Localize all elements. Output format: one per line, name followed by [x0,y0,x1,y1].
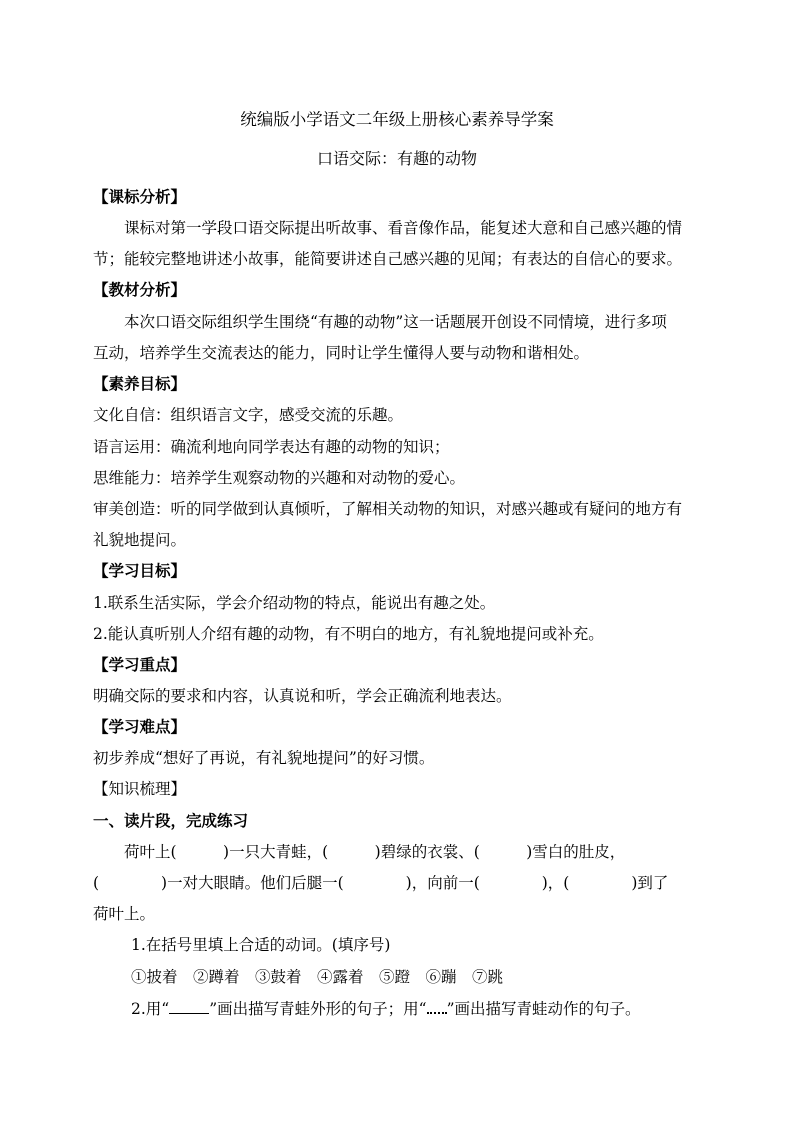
passage-line-1: 荷叶上( )一只大青蛙，( )碧绿的衣裳、( )雪白的肚皮， [124,843,626,861]
mubiao-line-2: 2.能认真听别人介绍有趣的动物，有不明白的地方，有礼貌地提问或补充。 [93,625,604,643]
nandian-line-1: 初步养成“想好了再说，有礼貌地提问”的好习惯。 [93,749,435,767]
question-1: 1.在括号里填上合适的动词。(填序号) [131,936,391,954]
heading-kebiao: 【课标分析】 [93,187,187,206]
jiaocai-line-2: 互动，培养学生交流表达的能力，同时让学生懂得人要与动物和谐相处。 [93,344,590,362]
doc-subtitle: 口语交际：有趣的动物 [316,149,477,168]
suyang-line-4: 审美创造：听的同学做到认真倾听，了解相关动物的知识，对感兴趣或有疑问的地方有 [93,500,683,518]
kebiao-line-1: 课标对第一学段口语交际提出听故事、看音像作品，能复述大意和自己感兴趣的情 [124,219,683,237]
passage-line-3: 荷叶上。 [93,905,156,923]
straight-underline-mark [169,999,209,1014]
heading-suyang: 【素养目标】 [93,374,187,393]
suyang-line-5: 礼貌地提问。 [93,531,187,549]
jiaocai-line-1: 本次口语交际组织学生围绕“有趣的动物”这一话题展开创设不同情境，进行多项 [124,313,667,331]
heading-shuli: 【知识梳理】 [93,780,187,798]
options-line: ①披着 ②蹲着 ③鼓着 ④露着 ⑤蹬 ⑥蹦 ⑦跳 [131,968,504,986]
heading-jiaocai: 【教材分析】 [93,280,187,299]
zhongdian-line-1: 明确交际的要求和内容，认真说和听，学会正确流利地表达。 [93,687,512,705]
question-2-part-c: ”画出描写青蛙动作的句子。 [446,1000,641,1018]
suyang-line-1: 文化自信：组织语言文字，感受交流的乐趣。 [93,406,404,424]
kebiao-line-2: 节；能较完整地讲述小故事，能简要讲述自己感兴趣的见闻；有表达的自信心的要求。 [93,250,683,268]
heading-mubiao: 【学习目标】 [93,561,187,580]
question-2-part-a: 2.用“ [131,1000,170,1018]
heading-zhongdian: 【学习重点】 [93,655,187,674]
question-2 [131,998,751,1019]
part1-heading: 一、读片段，完成练习 [93,811,249,830]
passage-line-2: ( )一对大眼睛。他们后腿一( )，向前一( )，( )到了 [93,874,669,892]
heading-nandian: 【学习难点】 [93,717,187,736]
mubiao-line-1: 1.联系生活实际，学会介绍动物的特点，能说出有趣之处。 [93,594,496,612]
suyang-line-3: 思维能力：培养学生观察动物的兴趣和对动物的爱心。 [93,469,466,487]
question-2-part-b: ”画出描写青蛙外形的句子；用“ [209,1000,427,1018]
wavy-underline-mark [427,998,447,1014]
doc-title: 统编版小学语文二年级上册核心素养导学案 [240,110,554,129]
suyang-line-2: 语言运用：确流利地向同学表达有趣的动物的知识； [93,438,450,456]
